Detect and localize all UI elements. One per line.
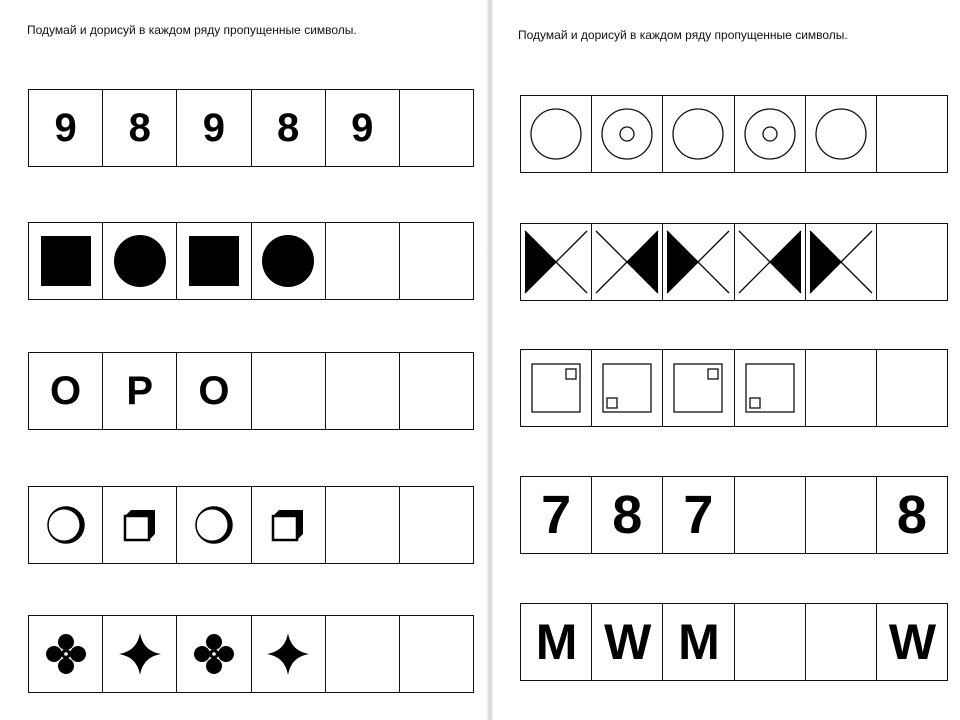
pattern-cell [252, 90, 326, 166]
pattern-cell [326, 90, 400, 166]
empty-answer-cell[interactable] [877, 350, 947, 426]
pattern-cell [103, 487, 177, 563]
pattern-cell [592, 350, 663, 426]
square-corner-bottom-left-icon [744, 362, 796, 414]
left-pattern-row-5 [28, 615, 474, 693]
square-corner-top-right-icon [672, 362, 724, 414]
pattern-cell [663, 350, 734, 426]
filled-circle-icon [113, 234, 167, 288]
filled-square-icon [188, 235, 240, 287]
empty-answer-cell[interactable] [806, 350, 877, 426]
left-pattern-row-2 [28, 222, 474, 300]
pattern-cell [521, 477, 592, 553]
pattern-cell [592, 604, 663, 680]
right-pattern-row-1 [520, 95, 948, 173]
pattern-cell [177, 487, 251, 563]
square-corner-top-right-icon [530, 362, 582, 414]
pattern-symbol-text: O [198, 369, 230, 413]
circle-outline-icon [671, 107, 725, 161]
pattern-symbol-text: O [50, 369, 82, 413]
pattern-cell [177, 616, 251, 692]
pattern-cell [103, 353, 177, 429]
empty-answer-cell[interactable] [735, 604, 806, 680]
book-gutter [486, 0, 493, 720]
pattern-cell [663, 96, 734, 172]
left-pattern-row-1 [28, 89, 474, 167]
pattern-symbol-text: M [535, 614, 577, 670]
pattern-cell [877, 604, 947, 680]
empty-answer-cell[interactable] [877, 224, 947, 300]
pattern-cell [252, 487, 326, 563]
shaded-circle-icon [193, 504, 235, 546]
bowtie-left-filled-icon [665, 229, 731, 295]
left-pattern-row-4 [28, 486, 474, 564]
pattern-symbol-text: 8 [612, 485, 643, 545]
pattern-cell [806, 224, 877, 300]
pattern-symbol-text: 8 [896, 485, 927, 545]
bowtie-left-filled-icon [808, 229, 874, 295]
pattern-cell [521, 224, 592, 300]
pattern-cell [103, 616, 177, 692]
pattern-cell [592, 224, 663, 300]
left-instruction: Подумай и дорисуй в каждом ряду пропущенные символы. [27, 23, 357, 37]
empty-answer-cell[interactable] [326, 487, 400, 563]
pattern-symbol-text: 7 [541, 485, 572, 545]
right-pattern-row-2 [520, 223, 948, 301]
empty-answer-cell[interactable] [400, 223, 473, 299]
right-pattern-row-4 [520, 476, 948, 554]
pattern-cell [521, 350, 592, 426]
empty-answer-cell[interactable] [877, 96, 947, 172]
pattern-cell [592, 477, 663, 553]
pattern-symbol-text: 7 [683, 485, 714, 545]
empty-answer-cell[interactable] [400, 487, 473, 563]
pattern-cell [29, 353, 103, 429]
bowtie-right-filled-icon [594, 229, 660, 295]
empty-answer-cell[interactable] [735, 477, 806, 553]
circle-outline-icon [529, 107, 583, 161]
right-pattern-row-3 [520, 349, 948, 427]
pattern-cell [663, 477, 734, 553]
empty-answer-cell[interactable] [806, 604, 877, 680]
pattern-cell [252, 223, 326, 299]
empty-answer-cell[interactable] [806, 477, 877, 553]
pattern-cell [177, 90, 251, 166]
square-corner-bottom-left-icon [601, 362, 653, 414]
pattern-cell [521, 604, 592, 680]
pattern-cell [806, 96, 877, 172]
bowtie-right-filled-icon [737, 229, 803, 295]
shaded-circle-icon [45, 504, 87, 546]
pattern-symbol-text: 8 [128, 106, 151, 150]
four-point-star-icon [117, 631, 163, 677]
pattern-cell [177, 223, 251, 299]
pattern-cell [735, 350, 806, 426]
right-instruction: Подумай и дорисуй в каждом ряду пропущенные символы. [518, 28, 848, 42]
cube-icon [267, 504, 309, 546]
pattern-symbol-text: 9 [351, 106, 374, 150]
pattern-symbol-text: W [604, 614, 651, 670]
left-pattern-row-3 [28, 352, 474, 430]
circle-with-dot-icon [600, 107, 654, 161]
empty-answer-cell[interactable] [252, 353, 326, 429]
empty-answer-cell[interactable] [400, 90, 473, 166]
pattern-symbol-text: 9 [54, 106, 77, 150]
empty-answer-cell[interactable] [400, 616, 473, 692]
pattern-symbol-text: 9 [202, 106, 226, 150]
four-point-star-icon [265, 631, 311, 677]
pattern-cell [252, 616, 326, 692]
pattern-cell [29, 90, 103, 166]
circle-outline-icon [814, 107, 868, 161]
bowtie-left-filled-icon [523, 229, 589, 295]
right-pattern-row-5 [520, 603, 948, 681]
filled-square-icon [40, 235, 92, 287]
clover-icon [44, 632, 88, 676]
pattern-symbol-text: M [678, 614, 719, 670]
pattern-cell [29, 487, 103, 563]
pattern-cell [592, 96, 663, 172]
pattern-cell [521, 96, 592, 172]
empty-answer-cell[interactable] [400, 353, 473, 429]
pattern-cell [735, 96, 806, 172]
circle-with-dot-icon [743, 107, 797, 161]
pattern-symbol-text: P [126, 369, 154, 413]
pattern-cell [663, 604, 734, 680]
pattern-cell [29, 223, 103, 299]
empty-answer-cell[interactable] [326, 353, 400, 429]
pattern-cell [103, 90, 177, 166]
empty-answer-cell[interactable] [326, 616, 400, 692]
pattern-symbol-text: 8 [276, 106, 300, 150]
clover-icon [192, 632, 236, 676]
pattern-cell [735, 224, 806, 300]
filled-circle-icon [261, 234, 315, 288]
pattern-cell [663, 224, 734, 300]
pattern-cell [877, 477, 947, 553]
pattern-cell [103, 223, 177, 299]
pattern-symbol-text: W [888, 614, 936, 670]
pattern-cell [177, 353, 251, 429]
cube-icon [119, 504, 161, 546]
pattern-cell [29, 616, 103, 692]
empty-answer-cell[interactable] [326, 223, 400, 299]
